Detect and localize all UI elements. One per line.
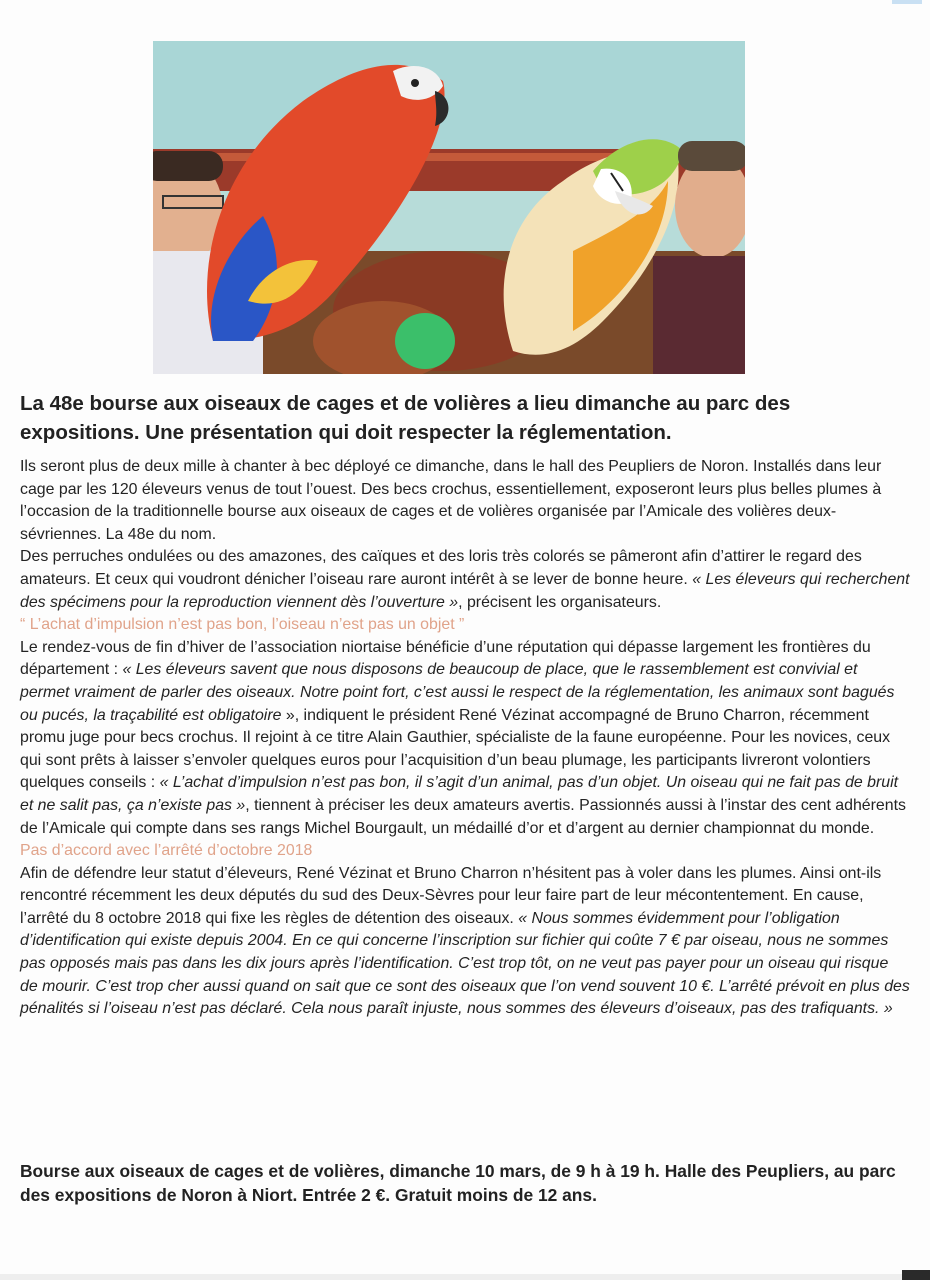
paragraph-text: , précisent les organisateurs. [458, 593, 662, 611]
paragraph-association [20, 637, 910, 840]
parrot-sculptures-photo-icon [153, 41, 745, 374]
subheading-impulse: “ L’achat d’impulsion n’est pas bon, l’oiseau n’est pas un objet ” [20, 616, 465, 634]
subheading-arrete: Pas d’accord avec l’arrêté d’octobre 2018 [20, 842, 313, 860]
scan-edge-mark [892, 0, 922, 4]
paragraph-arrete [20, 863, 910, 1021]
paragraph-text: , tiennent à préciser les deux amateurs avertis. Passionnés aussi à l’instar des cent adhérents de l’Amicale qui compte dans ses rangs Michel Bourgault, un médaillé d’or et d’argent au dernier championnat du monde. [20, 796, 906, 837]
article-body [20, 456, 910, 1021]
paragraph-intro: Ils seront plus de deux mille à chanter à bec déployé ce dimanche, dans le hall des Peupliers de Noron. Installés dans leur cage par les 120 éleveurs venus de tout l’ouest. Des becs crochus, essentiellement, exposeront leurs plus belles plumes à l’occasion de la traditionnelle bourse aux oiseaux de cages et de volières organisée par l’Amicale des volières deux-sévriennes. La 48e du nom. [20, 458, 882, 543]
paragraph-text: Afin de défendre leur statut d’éleveurs, René Vézinat et Bruno Charron n’hésitent pas à voler dans les plumes. Ainsi ont-ils rencontré récemment les deux députés du sud des Deux-Sèvres pour leur faire part de leur mécontentement. En cause, l’arrêté du 8 octobre 2018 qui fixe les règles de détention des oiseaux. [20, 864, 882, 927]
quote-text: « L’achat d’impulsion n’est pas bon, il s’agit d’un animal, pas d’un objet. Un oiseau qui ne fait pas de bruit et ne salit pas, ça n’existe pas » [20, 774, 899, 814]
paragraph-text: Le rendez-vous de fin d’hiver de l’association niortaise bénéficie d’une réputation qui dépasse largement les frontières du département : [20, 638, 871, 679]
event-info-footer: Bourse aux oiseaux de cages et de volières, dimanche 10 mars, de 9 h à 19 h. Halle des Peupliers, au parc des expositions de Noron à Niort. Entrée 2 €. Gratuit moins de 12 ans. [20, 1161, 896, 1205]
quote-text: « Nous sommes évidemment pour l’obligation d’identification qui existe depuis 2004. En ce qui concerne l’inscription sur fichier qui coûte 7 € par oiseau, nous ne sommes pas opposés mais pas dans les dix jours après l’identification. C’est trop tôt, on ne veut pas payer pour un oiseau qui risque de mourir. C’est trop cher aussi quand on sait que ce sont des oiseaux que l’on vend souvent 10 €. L’arrêté prévoit en plus des pénalités si l’oiseau n’est pas déclaré. Cela nous paraît injuste, nous sommes des éleveurs d’oiseaux, pas des trafiquants. » [20, 909, 910, 1018]
article-photo [153, 41, 745, 374]
scan-bottom-edge [0, 1274, 930, 1280]
paragraph-text: », indiquent le président René Vézinat accompagné de Bruno Charron, récemment promu juge pour becs crochus. Il rejoint à ce titre Alain Gauthier, spécialiste de la faune européenne. Pour les novices, ceux qui sont prêts à laisser s’envoler quelques euros pour l’acquisition d’un beau plumage, les participants livreront volontiers quelques conseils : [20, 706, 891, 792]
paragraph-birds [20, 546, 910, 614]
quote-text: « Les éleveurs savent que nous disposons de beaucoup de place, que le rassemblement est convivial et permet vraiment de parler des oiseaux. Notre point fort, c’est aussi le respect de la réglementation, les animaux sont bagués ou pucés, la traçabilité est obligatoire [20, 661, 895, 724]
scan-corner-mark [902, 1270, 930, 1280]
paragraph-text: Des perruches ondulées ou des amazones, des caïques et des loris très colorés se pâmeront afin d’attirer le regard des amateurs. Et ceux qui voudront dénicher l’oiseau rare auront intérêt à se lever de bonne heure. [20, 548, 862, 588]
article-headline: La 48e bourse aux oiseaux de cages et de volières a lieu dimanche au parc des expositions. Une présentation qui doit respecter la réglementation. [20, 392, 791, 444]
quote-text: « Les éleveurs qui recherchent des spécimens pour la reproduction viennent dès l’ouverture » [20, 570, 910, 611]
